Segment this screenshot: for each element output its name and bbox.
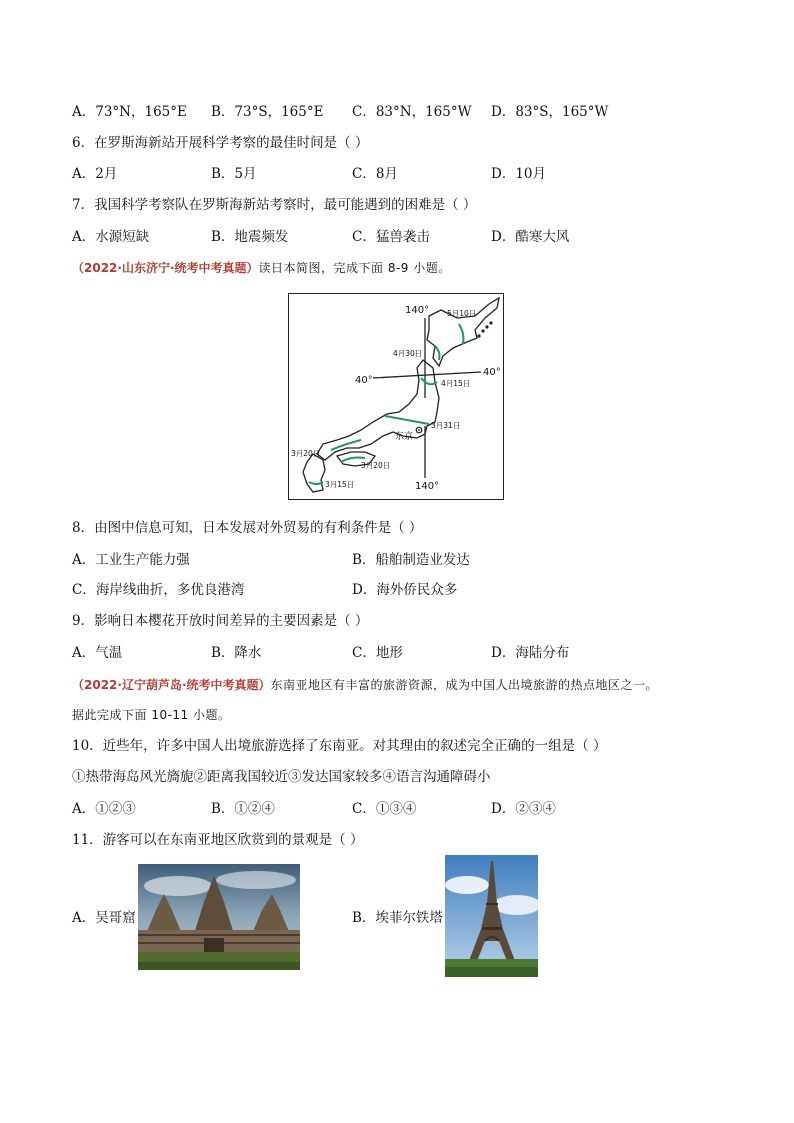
island-dot (485, 325, 488, 328)
q10-stem: 10．近些年，许多中国人出境旅游选择了东南亚。对其理由的叙述完全正确的一组是（ ） (72, 738, 607, 754)
section1-source: （2022·山东济宁·统考中考真题） (72, 261, 259, 275)
tokyo-marker-dot (418, 429, 420, 431)
label-date-4-15: 4月15日 (441, 379, 471, 388)
q10-option-d: D．②③④ (491, 801, 556, 817)
label-lat-left: 40° (355, 375, 373, 386)
angkor-wat-illustration (138, 864, 300, 970)
section2-header (72, 676, 658, 694)
section2-source: （2022·辽宁葫芦岛·统考中考真题） (72, 678, 271, 692)
q11-stem: 11．游客可以在东南亚地区欣赏到的景观是（ ） (72, 832, 364, 848)
q9-option-a: A．气温 (72, 645, 123, 661)
label-date-4-30: 4月30日 (393, 349, 423, 358)
japan-map (288, 293, 504, 500)
label-date-3-31: 3月31日 (431, 421, 461, 430)
q7-option-b: B．地震频发 (211, 229, 289, 245)
q10-option-b: B．①②④ (211, 801, 275, 817)
q6-option-b: B．5月 (211, 166, 257, 182)
angkor-wat-photo (138, 864, 300, 970)
label-lon-top: 140° (405, 305, 430, 316)
japan-map-svg (289, 294, 503, 499)
q9-option-c: C．地形 (352, 645, 403, 661)
q5-option-a: A．73°N，165°E (72, 104, 187, 120)
q8-option-c: C．海岸线曲折，多优良港湾 (72, 582, 245, 598)
section2-intro-continued: 据此完成下面 10-11 小题。 (72, 708, 231, 722)
section1-header (72, 259, 451, 277)
q7-option-a: A．水源短缺 (72, 229, 150, 245)
q7-stem: 7．我国科学考察队在罗斯海新站考察时，最可能遇到的困难是（ ） (72, 197, 477, 213)
q5-option-c: C．83°N，165°W (352, 104, 472, 120)
section2-intro: 东南亚地区有丰富的旅游资源，成为中国人出境旅游的热点地区之一。 (270, 678, 659, 692)
label-lat-right: 40° (483, 367, 501, 378)
q6-stem: 6．在罗斯海新站开展科学考察的最佳时间是（ ） (72, 135, 369, 151)
q9-option-d: D．海陆分布 (491, 645, 570, 661)
q7-option-c: C．猛兽袭击 (352, 229, 430, 245)
eiffel-tower-illustration (445, 855, 538, 977)
island-dot (477, 334, 480, 337)
q10-option-a: A．①②③ (72, 801, 136, 817)
eiffel-tower-photo (445, 855, 538, 977)
q6-option-c: C．8月 (352, 166, 398, 182)
label-date-5-10: 5月10日 (447, 309, 477, 318)
label-lon-bottom: 140° (415, 481, 440, 492)
label-date-3-15: 3月15日 (325, 480, 355, 489)
q10-option-c: C．①③④ (352, 801, 417, 817)
section1-intro: 读日本简图，完成下面 8-9 小题。 (258, 261, 451, 275)
label-date-3-20-left: 3月20日 (291, 449, 321, 458)
q6-option-a: A．2月 (72, 166, 118, 182)
label-tokyo: 东京 (395, 432, 414, 442)
q7-option-d: D．酷寒大风 (491, 229, 570, 245)
q8-stem: 8．由图中信息可知，日本发展对外贸易的有利条件是（ ） (72, 520, 423, 536)
q9-option-b: B．降水 (211, 645, 262, 661)
q8-option-d: D．海外侨民众多 (352, 582, 458, 598)
q8-option-a: A．工业生产能力强 (72, 552, 190, 568)
island-dot (489, 321, 492, 324)
q6-option-d: D．10月 (491, 166, 547, 182)
q10-statements: ①热带海岛风光旖旎②距离我国较近③发达国家较多④语言沟通障碍小 (72, 769, 491, 785)
label-date-3-20-right: 3月20日 (361, 461, 391, 470)
kyushu-island (303, 454, 325, 492)
q5-option-b: B．73°S，165°E (211, 104, 324, 120)
q5-option-d: D．83°S，165°W (491, 104, 609, 120)
island-dot (481, 329, 484, 332)
q11-option-a: A．吴哥窟 (72, 910, 136, 926)
q11-option-b: B．埃菲尔铁塔 (352, 910, 443, 926)
q9-stem: 9．影响日本樱花开放时间差异的主要因素是（ ） (72, 613, 369, 629)
q8-option-b: B．船舶制造业发达 (352, 552, 470, 568)
